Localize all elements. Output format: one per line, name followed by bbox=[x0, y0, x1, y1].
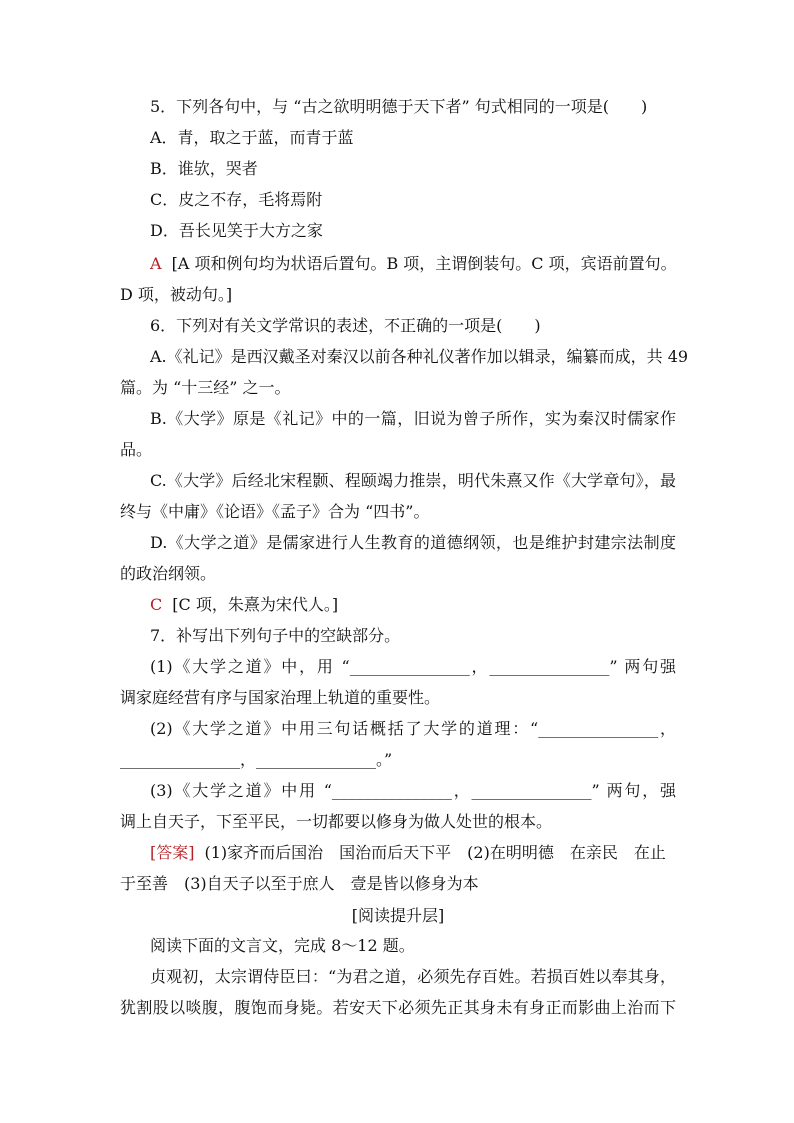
q7-stem: 7．补写出下列句子中的空缺部分。 bbox=[150, 626, 401, 645]
q5-option-c: C．皮之不存，毛将焉附 bbox=[150, 190, 323, 209]
q7-item3-cont: 调上自天子，下至平民，一切都要以修身为做人处世的根本。 bbox=[120, 812, 553, 831]
q7-answer-line bbox=[150, 843, 676, 863]
q7-item1: (1)《大学之道》中，用 “_______________，_______________” 两句强 bbox=[150, 657, 676, 676]
q6-option-d-cont: 的政治纲领。 bbox=[120, 564, 217, 583]
q5-explanation-cont: D 项，被动句。] bbox=[120, 285, 233, 304]
q6-answer-letter: C bbox=[150, 595, 163, 614]
q5-explanation: [A 项和例句均为状语后置句。B 项，主谓倒装句。C 项，宾语前置句。 bbox=[171, 254, 677, 273]
q6-option-c-cont: 终与《中庸》《论语》《孟子》合为 “四书”。 bbox=[120, 502, 430, 521]
q6-option-c: C.《大学》后经北宋程颢、程颐竭力推崇，明代朱熹又作《大学章句》，最 bbox=[150, 471, 676, 490]
q6-option-d: D.《大学之道》是儒家进行人生教育的道德纲领，也是维护封建宗法制度 bbox=[150, 533, 676, 552]
answer-tag: [答案] bbox=[150, 843, 195, 862]
q6-option-b-cont: 品。 bbox=[120, 440, 153, 459]
passage-line-2: 犹割股以啖腹，腹饱而身毙。若安天下必须先正其身未有身正而影曲上治而下 bbox=[120, 998, 676, 1017]
section-title: [阅读提升层] bbox=[351, 906, 445, 925]
q7-answer-cont: 于至善 (3)自天子以至于庶人 壹是皆以修身为本 bbox=[120, 874, 479, 893]
q5-option-d: D．吾长见笑于大方之家 bbox=[150, 221, 323, 240]
q7-answer: (1)家齐而后国治 国治而后天下平 (2)在明明德 在亲民 在止 bbox=[204, 843, 666, 862]
q5-option-a: A．青，取之于蓝，而青于蓝 bbox=[150, 128, 354, 147]
q7-item2-cont: _______________，_______________。” bbox=[120, 750, 393, 769]
q7-item3: (3)《大学之道》中用 “_______________，_______________” 两句，强 bbox=[150, 781, 676, 800]
q7-item2: (2)《大学之道》中用三句话概括了大学的道理：“_______________， bbox=[150, 719, 676, 738]
q5-answer-line bbox=[150, 254, 676, 274]
q5-option-b: B．谁欤，哭者 bbox=[150, 159, 258, 178]
passage-line-1: 贞观初，太宗谓侍臣曰：“为君之道，必须先存百姓。若损百姓以奉其身， bbox=[150, 967, 676, 986]
reading-intro: 阅读下面的文言文，完成 8～12 题。 bbox=[150, 936, 415, 955]
q6-stem: 6．下列对有关文学常识的表述，不正确的一项是( ) bbox=[150, 316, 541, 335]
q6-option-b: B.《大学》原是《礼记》中的一篇，旧说为曾子所作，实为秦汉时儒家作 bbox=[150, 409, 676, 428]
q6-answer-line bbox=[150, 595, 676, 615]
q5-answer-letter: A bbox=[150, 254, 162, 273]
q6-option-a: A.《礼记》是西汉戴圣对秦汉以前各种礼仪著作加以辑录，编纂而成，共 49 bbox=[150, 347, 689, 366]
q5-stem: 5．下列各句中，与 “古之欲明明德于天下者” 句式相同的一项是( ) bbox=[150, 97, 648, 116]
q6-option-a-cont: 篇。为 “十三经” 之一。 bbox=[120, 378, 291, 397]
q6-explanation: [C 项，朱熹为宋代人。] bbox=[172, 595, 339, 614]
q7-item1-cont: 调家庭经营有序与国家治理上轨道的重要性。 bbox=[120, 688, 441, 707]
